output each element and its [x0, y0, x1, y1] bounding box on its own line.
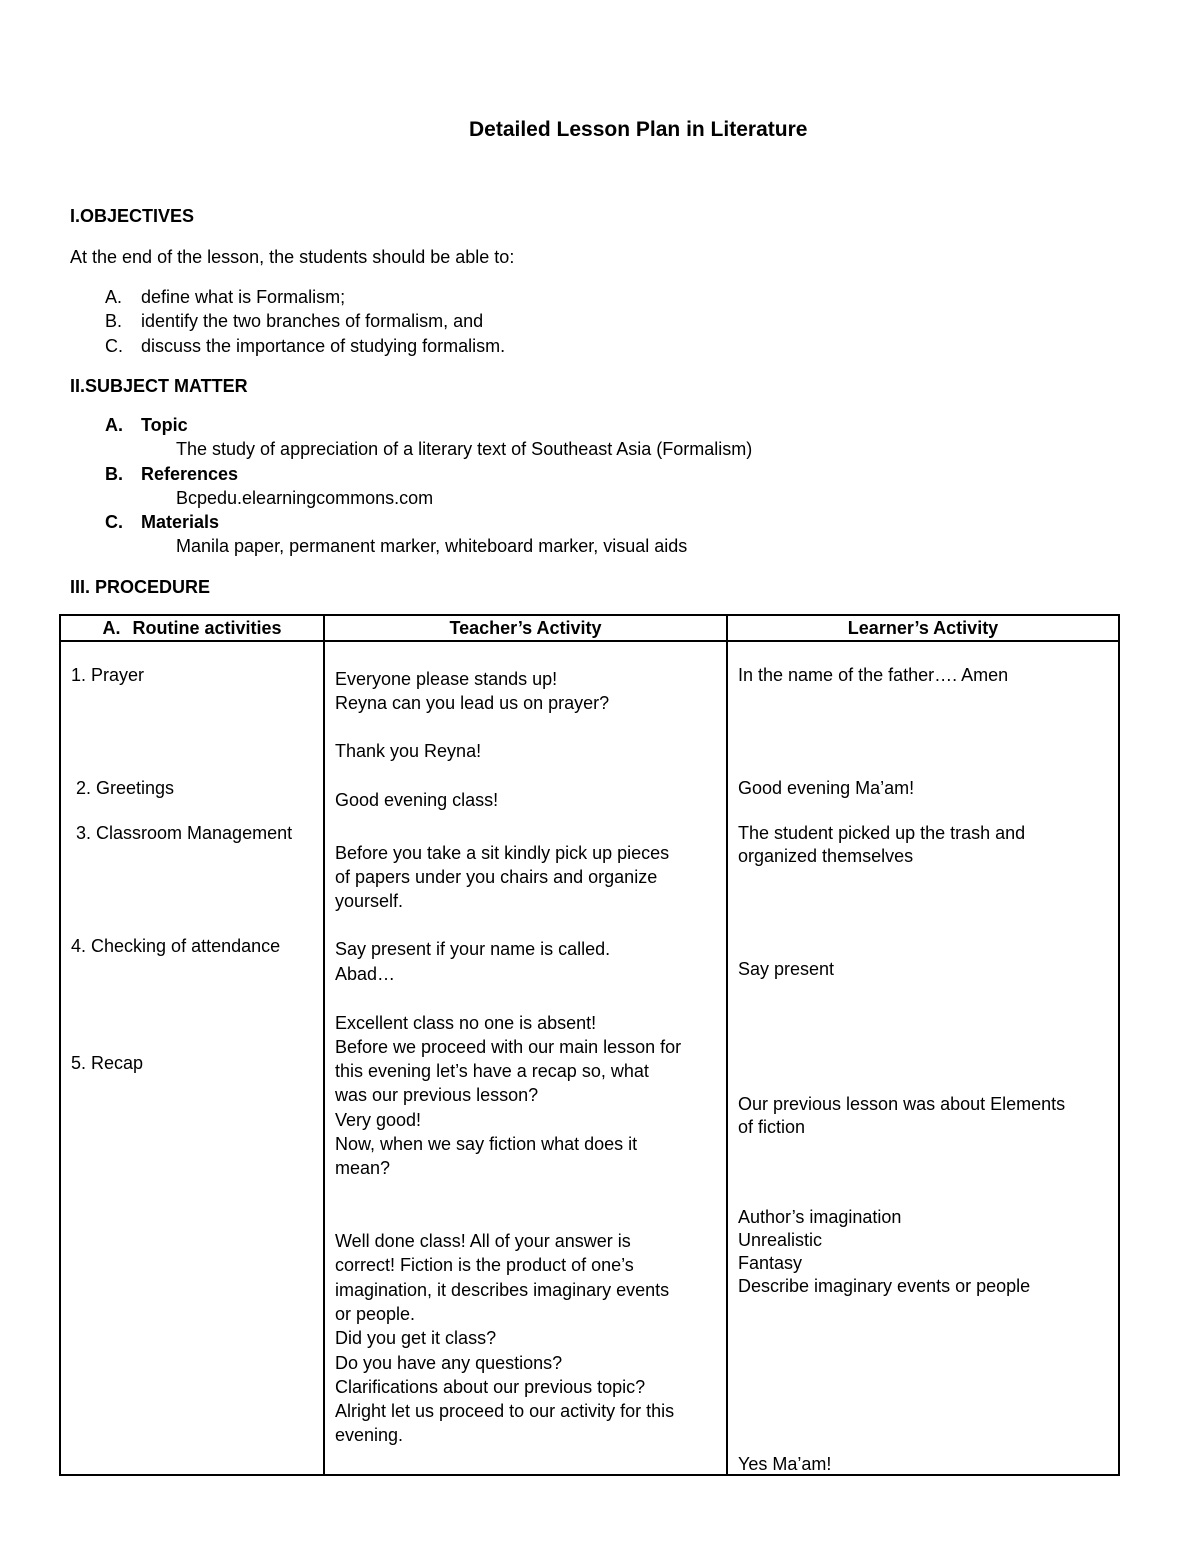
subject-value-references: Bcpedu.elearningcommons.com	[176, 488, 434, 508]
teacher-line: correct! Fiction is the product of one’s	[335, 1255, 634, 1275]
learner-line: Say present	[738, 959, 835, 979]
objective-marker: C.	[105, 336, 123, 356]
subject-marker: B.	[105, 464, 123, 484]
objectives-heading: I.OBJECTIVES	[70, 206, 195, 226]
routine-cell	[60, 641, 324, 1475]
objective-item: discuss the importance of studying formalism.	[141, 336, 506, 356]
learner-line: organized themselves	[738, 846, 914, 866]
teacher-line: Now, when we say fiction what does it	[335, 1134, 638, 1154]
learner-line: Yes Ma’am!	[738, 1454, 832, 1474]
procedure-body-row	[60, 641, 1119, 1475]
objective-marker: B.	[105, 311, 123, 331]
subject-marker: A.	[105, 415, 123, 435]
teacher-line: Did you get it class?	[335, 1328, 497, 1348]
teacher-line: Reyna can you lead us on prayer?	[335, 693, 610, 713]
teacher-line: Very good!	[335, 1110, 422, 1130]
page-title: Detailed Lesson Plan in Literature	[469, 118, 808, 141]
column-header-teacher: Teacher’s Activity	[324, 615, 727, 641]
teacher-line: evening.	[335, 1425, 404, 1445]
teacher-line: Abad…	[335, 964, 396, 984]
teacher-line: Excellent class no one is absent!	[335, 1013, 597, 1033]
teacher-line: Clarifications about our previous topic?	[335, 1377, 646, 1397]
subject-label-references: References	[141, 464, 239, 484]
procedure-header-row	[60, 615, 1119, 641]
column-header-routine	[60, 615, 324, 641]
teacher-line: Everyone please stands up!	[335, 669, 558, 689]
learner-line: Fantasy	[738, 1253, 803, 1273]
teacher-line: Do you have any questions?	[335, 1353, 563, 1373]
routine-item: 2. Greetings	[76, 778, 175, 798]
teacher-line: was our previous lesson?	[335, 1085, 539, 1105]
teacher-line: or people.	[335, 1304, 416, 1324]
learner-line: Describe imaginary events or people	[738, 1276, 1031, 1296]
routine-item: 5. Recap	[71, 1053, 144, 1073]
teacher-cell	[324, 641, 727, 1475]
learner-line: Author’s imagination	[738, 1207, 902, 1227]
subject-marker: C.	[105, 512, 123, 532]
subject-matter-heading: II.SUBJECT MATTER	[70, 376, 248, 396]
teacher-line: Thank you Reyna!	[335, 741, 482, 761]
teacher-line: Good evening class!	[335, 790, 499, 810]
subject-value-materials: Manila paper, permanent marker, whiteboard marker, visual aids	[176, 536, 688, 556]
learner-line: Good evening Ma’am!	[738, 778, 915, 798]
learner-cell	[727, 641, 1119, 1475]
objectives-intro: At the end of the lesson, the students should be able to:	[70, 247, 515, 267]
column-header-marker: A.	[102, 618, 121, 638]
subject-value-topic: The study of appreciation of a literary text of Southeast Asia (Formalism)	[176, 439, 753, 459]
teacher-line: Well done class! All of your answer is	[335, 1231, 631, 1251]
teacher-line: yourself.	[335, 891, 404, 911]
routine-item: 1. Prayer	[71, 665, 145, 685]
procedure-table	[59, 614, 1120, 1476]
learner-line: In the name of the father…. Amen	[738, 665, 1009, 685]
subject-label-materials: Materials	[141, 512, 220, 532]
teacher-line: mean?	[335, 1158, 391, 1178]
teacher-line: Say present if your name is called.	[335, 939, 611, 959]
learner-line: Our previous lesson was about Elements	[738, 1094, 1066, 1114]
learner-line: of fiction	[738, 1117, 806, 1137]
teacher-line: of papers under you chairs and organize	[335, 867, 658, 887]
column-header-routine-label: Routine activities	[132, 618, 282, 638]
routine-item: 3. Classroom Management	[76, 823, 293, 843]
teacher-line: Alright let us proceed to our activity for this	[335, 1401, 675, 1421]
learner-line: The student picked up the trash and	[738, 823, 1026, 843]
learner-line: Unrealistic	[738, 1230, 823, 1250]
procedure-heading: III. PROCEDURE	[70, 577, 211, 597]
teacher-line: this evening let’s have a recap so, what	[335, 1061, 649, 1081]
objective-item: define what is Formalism;	[141, 287, 346, 307]
routine-item: 4. Checking of attendance	[71, 936, 281, 956]
teacher-line: Before you take a sit kindly pick up pieces	[335, 843, 670, 863]
objective-item: identify the two branches of formalism, and	[141, 311, 484, 331]
teacher-line: Before we proceed with our main lesson for	[335, 1037, 682, 1057]
teacher-line: imagination, it describes imaginary events	[335, 1280, 670, 1300]
subject-label-topic: Topic	[141, 415, 188, 435]
objective-marker: A.	[105, 287, 123, 307]
column-header-learner: Learner’s Activity	[727, 615, 1119, 641]
